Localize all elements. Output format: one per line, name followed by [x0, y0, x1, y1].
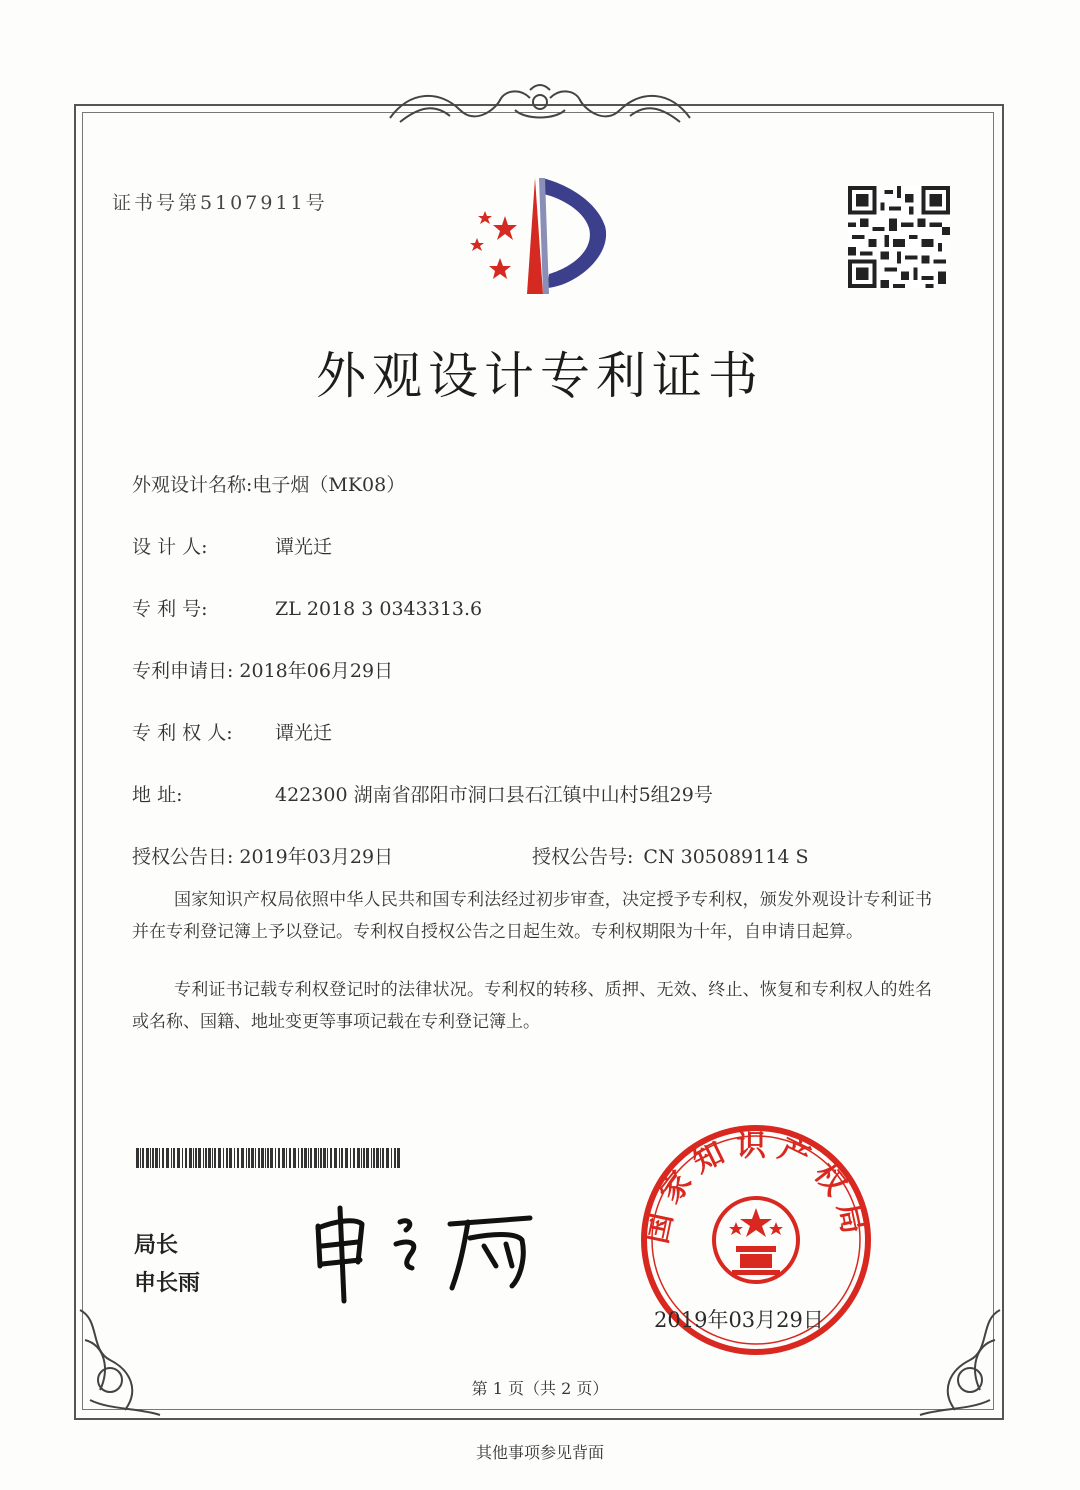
cnipa-logo-icon — [455, 176, 620, 301]
body-paragraph-1: 国家知识产权局依照中华人民共和国专利法经过初步审查，决定授予专利权，颁发外观设计专利证书并在专利登记簿上予以登记。专利权自授权公告之日起生效。专利权期限为十年，自申请日起算。 — [132, 890, 932, 942]
design-name-row — [132, 470, 405, 497]
body-paragraph-2: 专利证书记载专利权登记时的法律状况。专利权的转移、质押、无效、终止、恢复和专利权人的姓名或名称、国籍、地址变更等事项记载在专利登记簿上。 — [132, 980, 932, 1032]
qr-code-icon — [848, 186, 950, 288]
top-ornament — [380, 80, 700, 130]
certificate-number: 证书号第5107911号 — [112, 192, 328, 214]
patent-number-value: ZL 2018 3 0343313.6 — [275, 598, 483, 620]
application-date-row — [132, 656, 393, 683]
director-name: 申长雨 — [134, 1271, 201, 1296]
design-name-label: 外观设计名称: — [132, 474, 253, 496]
announcement-date-label: 授权公告日: — [132, 846, 234, 868]
patent-number-row — [132, 594, 482, 621]
application-date-value: 2018年06月29日 — [239, 660, 394, 682]
announcement-number-value: CN 305089114 S — [643, 846, 809, 868]
bottom-left-ornament — [70, 1290, 170, 1420]
design-name-value: 电子烟（MK08） — [252, 474, 406, 496]
patentee-row — [132, 718, 332, 745]
seal-date: 2019年03月29日 — [654, 1308, 824, 1332]
barcode-icon — [136, 1148, 404, 1168]
certificate-title: 外观设计专利证书 — [316, 347, 764, 405]
patent-number-label: 专 利 号: — [132, 598, 208, 620]
patentee-value: 谭光迁 — [275, 722, 333, 744]
announcement-row — [132, 842, 393, 869]
bottom-right-ornament — [910, 1290, 1010, 1420]
designer-row — [132, 532, 332, 559]
page-number: 第 1 页（共 2 页） — [471, 1379, 609, 1398]
address-row — [132, 780, 713, 807]
designer-value: 谭光迁 — [275, 536, 333, 558]
footer-note: 其他事项参见背面 — [475, 1443, 604, 1462]
address-value: 422300 湖南省邵阳市洞口县石江镇中山村5组29号 — [275, 784, 713, 806]
announcement-number-label: 授权公告号: — [532, 846, 634, 868]
address-label: 地 址: — [132, 784, 183, 806]
application-date-label: 专利申请日: — [132, 660, 234, 682]
director-title: 局长 — [134, 1233, 179, 1258]
patentee-label: 专 利 权 人: — [132, 722, 233, 744]
announcement-number-row — [532, 842, 808, 869]
announcement-date-value: 2019年03月29日 — [239, 846, 394, 868]
designer-label: 设 计 人: — [132, 536, 208, 558]
handwritten-signature — [300, 1196, 540, 1306]
seal-text: 国家知识产权局 — [639, 1128, 873, 1247]
